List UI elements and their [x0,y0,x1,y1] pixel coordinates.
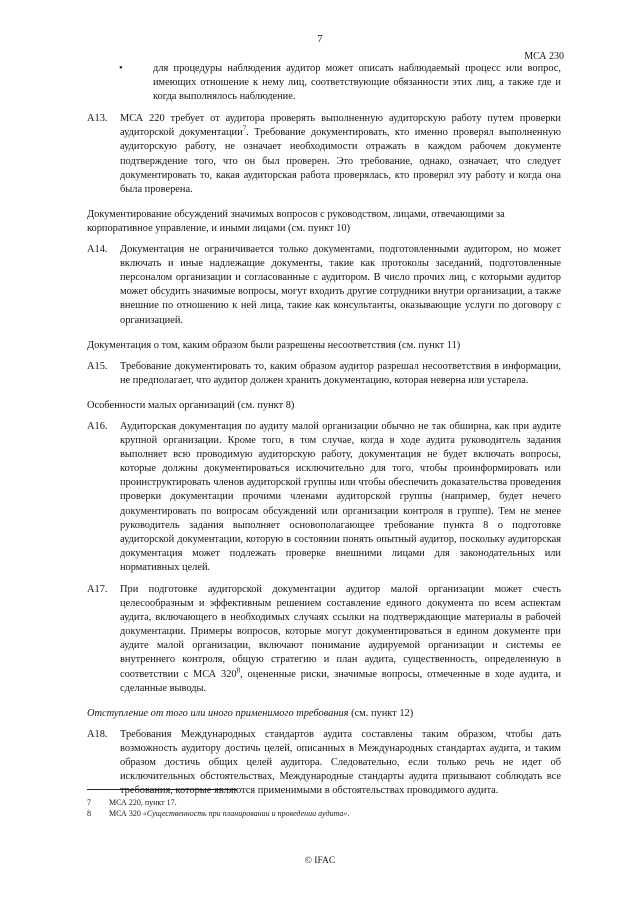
paragraph-id: A18. [87,728,108,740]
paragraph-a16 [87,420,561,575]
heading-italic: Отступление от того или иного применимого требования [87,707,349,719]
paragraph-id: A17. [87,584,108,595]
standard-label: МСА 230 [524,51,564,62]
footnote-number: 7 [87,798,91,807]
paragraph-id: A14. [87,244,108,256]
footnote-ref: 8 [236,666,241,675]
paragraph-text: Требование документировать то, каким образом аудитор разрешал несоответствия в информации, не предполагает, что аудитор должен хранить документацию, которая неверна или устарела. [120,360,561,386]
footnote-separator [87,789,237,790]
section-heading: Документирование обсуждений значимых вопросов с руководством, лицами, отвечающими за корпоративное управление, и иными лицами (см. пункт 10) [87,208,505,234]
paragraph-id: A15. [87,360,108,372]
bullet-mark: • [119,63,123,74]
text-part: . Требование документировать, кто именно проверял выполненную аудиторскую работу, не означает необходимости отражать в каждом рабочем документе подтверждение того, что он был проверен. Это требование, однако, означает, что следует документировать то, какая аудиторская работа проверялась, кто проверял эту работу и когда она была проверена. [120,127,562,195]
footnote-ref: 7 [242,124,247,133]
text-part: МСА 320 [109,809,143,818]
text-part: МСА 220 требует от аудитора проверять выполненную аудиторскую работу путем проверки аудиторской документации [120,113,561,139]
paragraph-a15 [87,360,561,388]
text-part: . [347,809,350,818]
paragraph-text [120,112,561,197]
page-content [87,62,561,798]
footnote-7 [87,797,349,808]
paragraph-text: Документация не ограничивается только документами, подготовленными аудитором, но может включать и иные надлежащие документы, такие как протоколы заседаний, подготовленные персоналом организации и согласованные с аудитором. В число прочих лиц, с которыми аудитор может обсудить значимые вопросы, могут входить другие сотрудники внутри организации, а также внешние по отношению к ней лица, такие как консультанты, оказывающие услуги по договору с организацией. [120,244,561,326]
footnote-text [109,808,349,819]
footnotes [87,797,349,819]
section-heading: Документация о том, каким образом были разрешены несоответствия (см. пункт 11) [87,339,461,351]
paragraph-a14 [87,243,561,328]
footnote-number: 8 [87,809,91,818]
footer-copyright: © IFAC [304,856,336,866]
section-heading [87,707,561,721]
bullet-text: для процедуры наблюдения аудитор может описать наблюдаемый процесс или вопрос, имеющих отношение к нему лиц, соответствующие обязанности этих лиц, а также где и когда выполнялось наблюдение. [153,63,561,103]
section-heading: Особенности малых организаций (см. пункт 8) [87,399,295,411]
paragraph-id: A13. [87,113,108,125]
text-part: , оцененные риски, значимые вопросы, отмеченные в ходе аудита, и сделанные выводы. [120,668,562,694]
paragraph-a13 [87,112,561,197]
paragraph-a17 [87,583,561,696]
footnote-8 [87,808,349,819]
paragraph-a18 [87,728,561,798]
text-part-italic: «Существенность при планировании и проведении аудита» [142,809,348,818]
text-part: При подготовке аудиторской документации аудитор малой организации может счесть целесообразным и эффективным решением составление единого документа по всем аспектам аудита, включающего в необходимых случаях ссылки на подтверждающие материалы в рабочей документации. Примеры вопросов, которые могут документироваться в едином документе при аудите малой организации, включают понимание аудируемой организации и системы ее внутреннего контроля, общую стратегию и план аудита, существенность, определенную в соответствии с МСА 320 [120,584,561,680]
footnote-text: МСА 220, пункт 17. [109,798,177,807]
heading-rest: (см. пункт 12) [348,707,414,719]
bullet-item [87,62,561,104]
paragraph-text: Аудиторская документация по аудиту малой организации обычно не так обширна, как при аудите крупной организации. Кроме того, в том случае, когда в ходе аудита руководитель задания выполняет всю проводимую аудиторскую работу, документация не будет включать вопросы, которые должны документироваться исключительно для того, чтобы проинформировать или проинструктировать членов аудиторской группы или чтобы обеспечить доказательства проведения проверки документации прочими членами аудиторской группы (например, будет нечего документировать по вопросам обсуждений или организации контроля в группе). Тем не менее руководитель задания выполняет основополагающее требование пункта 8 о подготовке аудиторской документации, которую в состоянии понять опытный аудитор, поскольку аудиторская документация может подлежать проверке внешними лицами для законодательных или нормативных целей. [120,420,561,573]
page-number: 7 [317,33,323,45]
paragraph-text: Требования Международных стандартов аудита составлены таким образом, чтобы дать возможность аудитору достичь целей, описанных в Международных стандартах аудита, и таким образом достичь общих целей аудитора. Следовательно, если только речь не идет об исключительных обстоятельствах, Международные стандарты аудита призывают соблюдать все требования, которые являются применимыми в обстоятельствах проводимого аудита. [120,728,561,797]
paragraph-text [120,583,561,696]
paragraph-id: A16. [87,420,108,432]
